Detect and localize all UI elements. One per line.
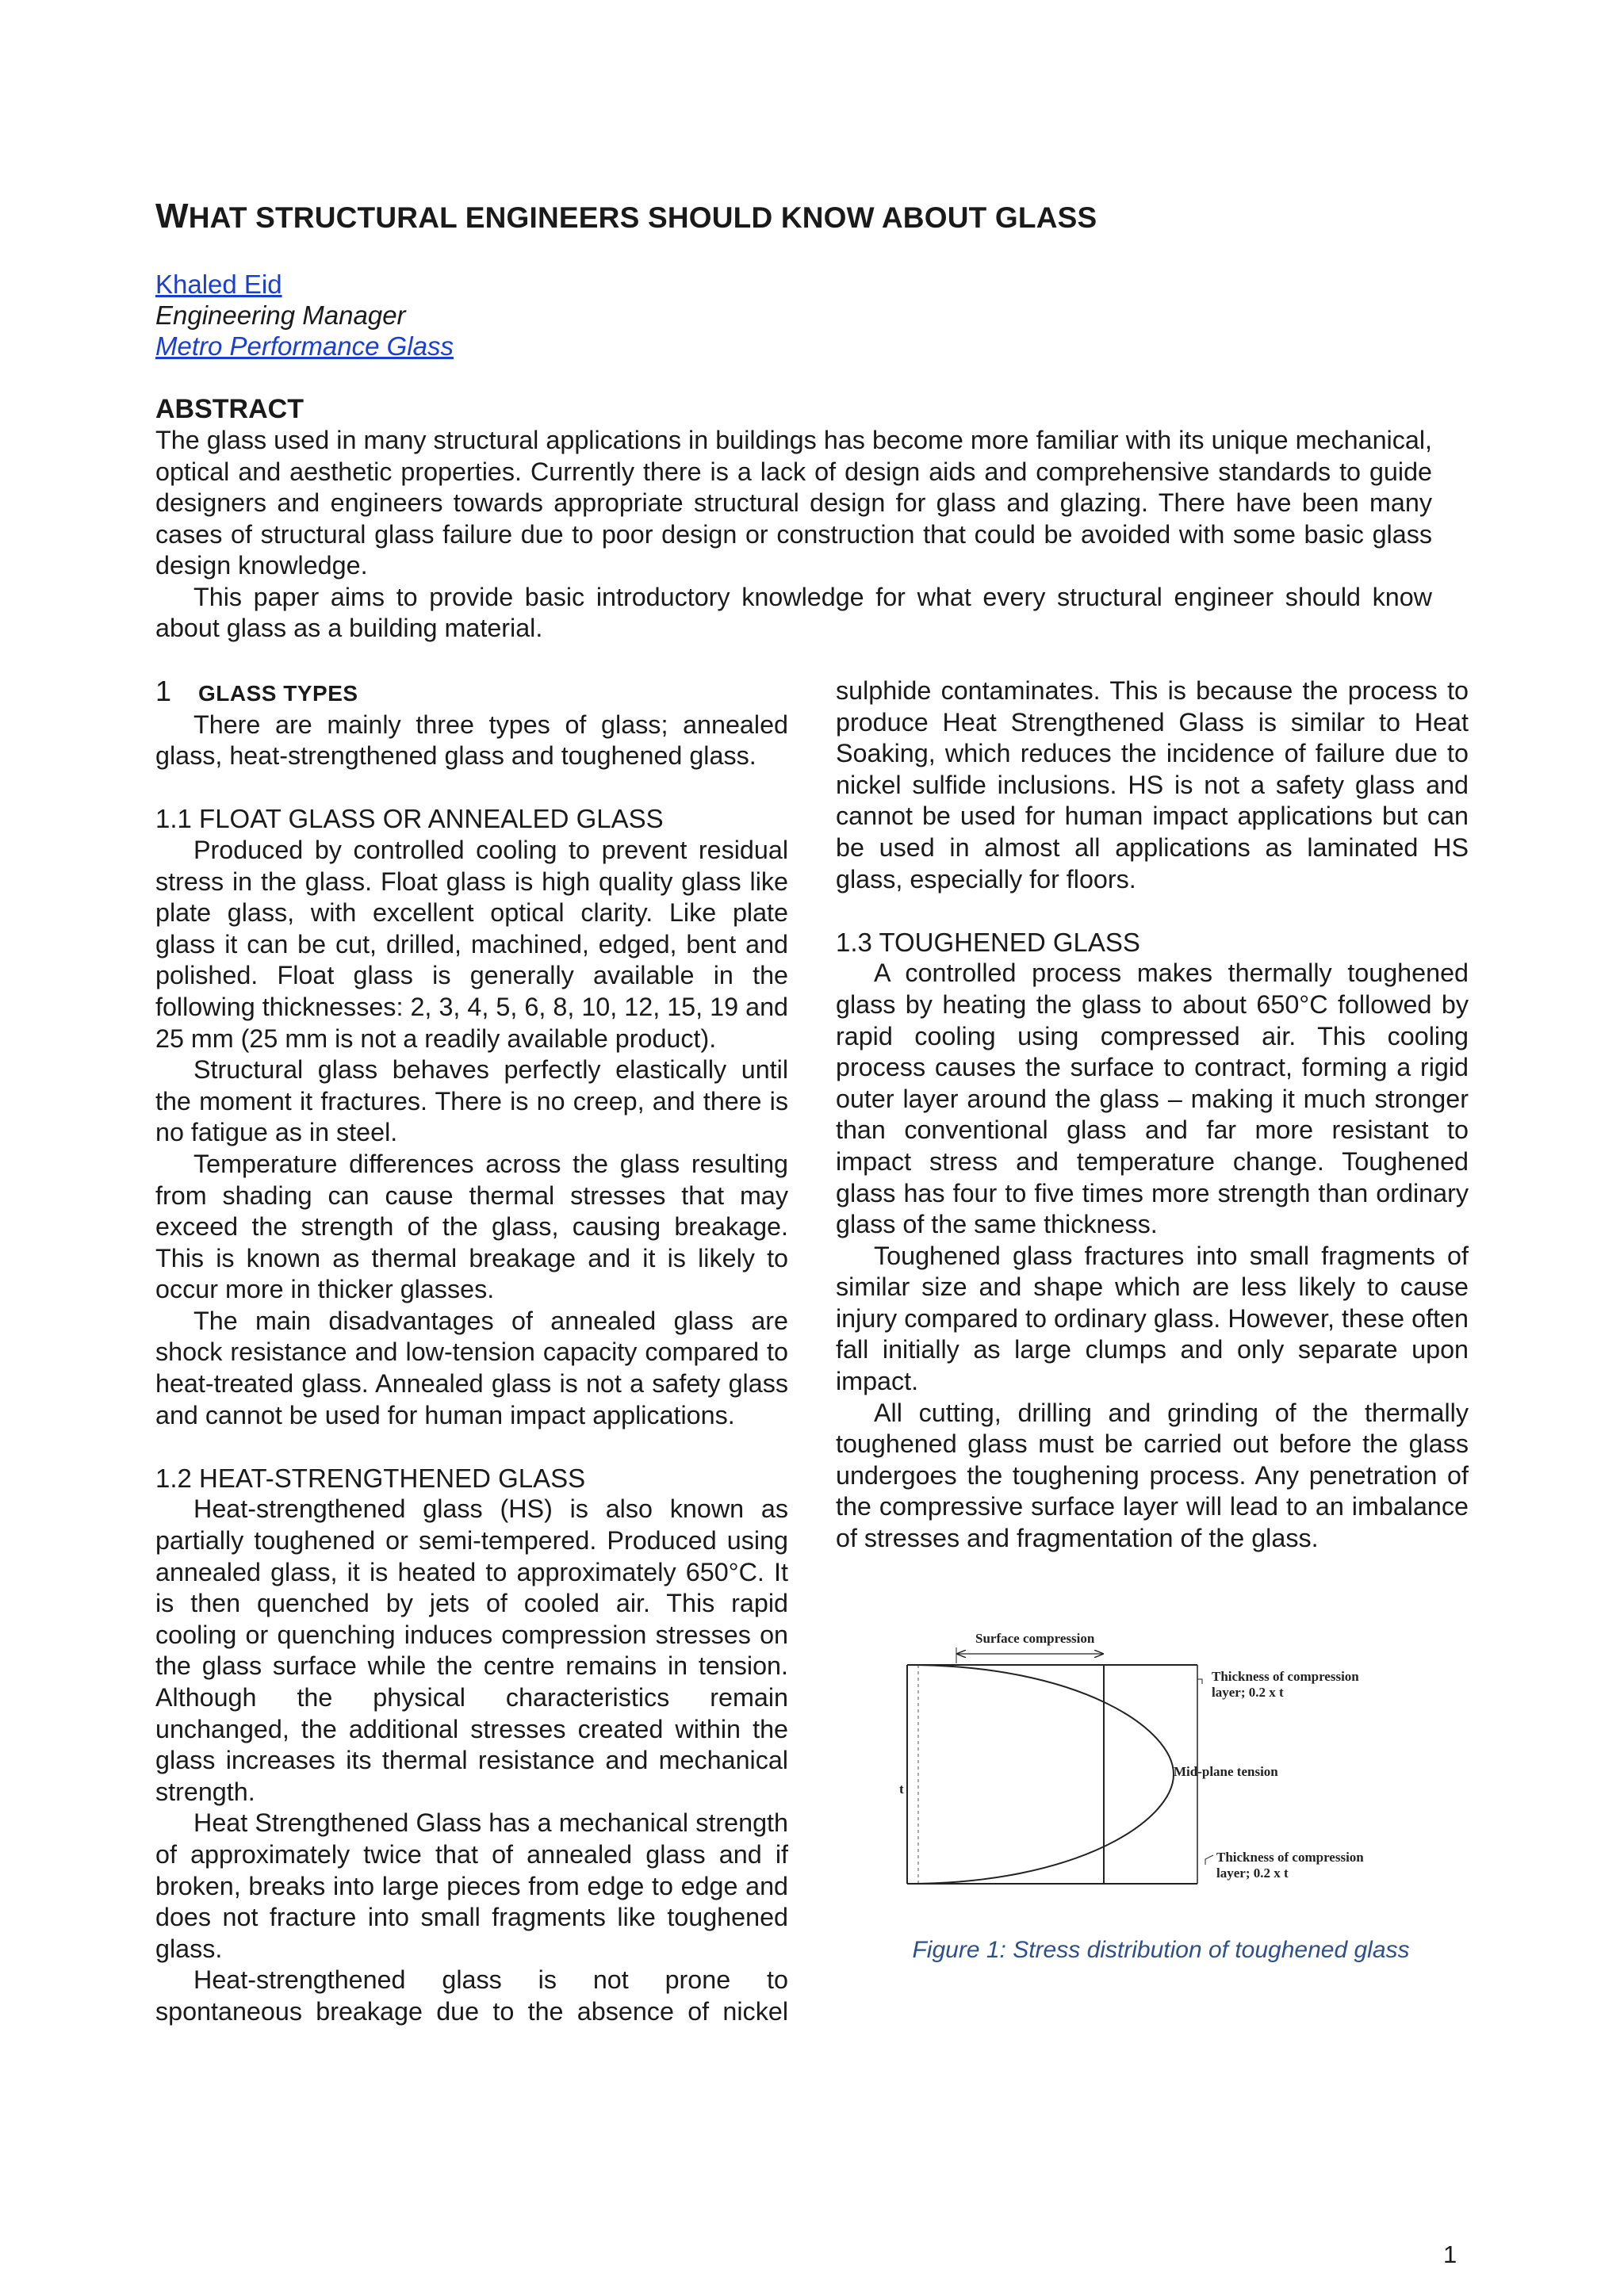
- body-paragraph: A controlled process makes thermally toughened glass by heating the glass to about 650°C followed by rapid cooling using compressed air. This cooling process causes the surface to contract, forming a rigid outer layer around the glass – making it much stronger than conventional glass and far more resistant to impact stress and temperature change. Toughened glass has four to five times more strength than ordinary glass of the same thickness.: [836, 959, 1469, 1239]
- title-initial: W: [155, 197, 189, 235]
- figure-caption: Figure 1: Stress distribution of toughened glass: [912, 1937, 1410, 1963]
- midplane-tension-label: Mid-plane tension: [1174, 1764, 1278, 1779]
- thickness-label-top: Thickness of compression: [1212, 1669, 1359, 1684]
- author-role: Engineering Manager: [155, 300, 406, 330]
- section-heading-1-2: 1.2 HEAT-STRENGTHENED GLASS: [155, 1463, 586, 1493]
- body-paragraph: Produced by controlled cooling to prevent residual stress in the glass. Float glass is high quality glass like plate glass, with excellent optical clarity. Like plate glass it can be cut, drilled, machined, edged, bent and polished. Float glass is generally available in the following thicknesses: 2, 3, 4, 5, 6, 8, 10, 12, 15, 19 and 25 mm (25 mm is not a readily available product).: [155, 835, 788, 1053]
- abstract-paragraph: This paper aims to provide basic introductory knowledge for what every structural engineer should know about glass as a building material.: [155, 582, 1432, 642]
- body-paragraph: Structural glass behaves perfectly elastically until the moment it fractures. There is no creep, and there is no fatigue as in steel.: [155, 1055, 788, 1147]
- organization-link[interactable]: Metro Performance Glass: [155, 331, 454, 361]
- body-paragraph: There are mainly three types of glass; annealed glass, heat-strengthened glass and toughened glass.: [155, 710, 788, 771]
- body-paragraph: The main disadvantages of annealed glass are shock resistance and low-tension capacity compared to heat-treated glass. Annealed glass is not a safety glass and cannot be used for human impact applications.: [155, 1306, 788, 1429]
- body-paragraph-continued: sulphide contaminates. This is because the process to produce Heat Strengthened Glass is similar to Heat Soaking, which reduces the incidence of failure due to nickel sulfide inclusions. HS is not a safety glass and cannot be used for human impact applications but can be used in almost all applications as laminated HS glass, especially for floors.: [836, 676, 1469, 894]
- body-paragraph: All cutting, drilling and grinding of the thermally toughened glass must be carried out before the glass undergoes the toughening process. Any penetration of the compressive surface layer will lead to an imbalance of stresses and fragmentation of the glass.: [836, 1398, 1469, 1553]
- section-title: GLASS TYPES: [198, 681, 358, 706]
- body-paragraph: Heat-strengthened glass is not prone to spontaneous breakage due to the absence of nickel: [155, 1965, 788, 2026]
- page-number: 1: [1443, 2241, 1457, 2268]
- section-heading-1: [155, 675, 788, 710]
- stress-distribution-figure: [880, 1617, 1435, 1903]
- section-number: 1: [155, 675, 172, 707]
- title-rest: HAT STRUCTURAL ENGINEERS SHOULD KNOW ABOUT GLASS: [188, 201, 1097, 234]
- author-link[interactable]: Khaled Eid: [155, 270, 282, 299]
- thickness-label-top-value: layer; 0.2 x t: [1212, 1685, 1284, 1700]
- body-paragraph: Toughened glass fractures into small fragments of similar size and shape which are less likely to cause injury compared to ordinary glass. However, these often fall initially as large clumps and only separate upon impact.: [836, 1241, 1469, 1396]
- body-paragraph: Temperature differences across the glass resulting from shading can cause thermal stresses that may exceed the strength of the glass, causing breakage. This is known as thermal breakage and it is likely to occur more in thicker glasses.: [155, 1149, 788, 1304]
- stress-diagram: [880, 1617, 1435, 1903]
- thickness-label-bottom: Thickness of compression: [1216, 1850, 1364, 1865]
- body-paragraph: Heat-strengthened glass (HS) is also known as partially toughened or semi-tempered. Produced using annealed glass, it is heated to approximately 650°C. It is then quenched by jets of cooled air. This rapid cooling or quenching induces compression stresses on the glass surface while the centre remains in tension. Although the physical characteristics remain unchanged, the additional stresses created within the glass increases its thermal resistance and mechanical strength.: [155, 1494, 788, 1806]
- abstract-body: [155, 425, 1432, 645]
- body-paragraph: Heat Strengthened Glass has a mechanical strength of approximately twice that of annealed glass and if broken, breaks into large pieces from edge to edge and does not fracture into small fragments like toughened glass.: [155, 1808, 788, 1963]
- glass-section-outline: [907, 1665, 1197, 1884]
- parabolic-stress-curve: [907, 1665, 1174, 1884]
- surface-compression-label: Surface compression: [975, 1631, 1095, 1646]
- paper-title: [155, 197, 1097, 236]
- abstract-paragraph: The glass used in many structural applications in buildings has become more familiar with its unique mechanical, optical and aesthetic properties. Currently there is a lack of design aids and comprehensive standards to guide designers and engineers towards appropriate structural design for glass and glazing. There have been many cases of structural glass failure due to poor design or construction that could be avoided with some basic glass design knowledge.: [155, 426, 1432, 580]
- abstract-heading: ABSTRACT: [155, 394, 304, 424]
- section-heading-1-3: 1.3 TOUGHENED GLASS: [836, 927, 1140, 957]
- thickness-label-bottom-value: layer; 0.2 x t: [1216, 1866, 1289, 1881]
- right-column: [836, 675, 1469, 1555]
- left-column: [155, 675, 788, 2028]
- thickness-t-label: t: [899, 1781, 904, 1797]
- section-heading-1-1: 1.1 FLOAT GLASS OR ANNEALED GLASS: [155, 804, 664, 834]
